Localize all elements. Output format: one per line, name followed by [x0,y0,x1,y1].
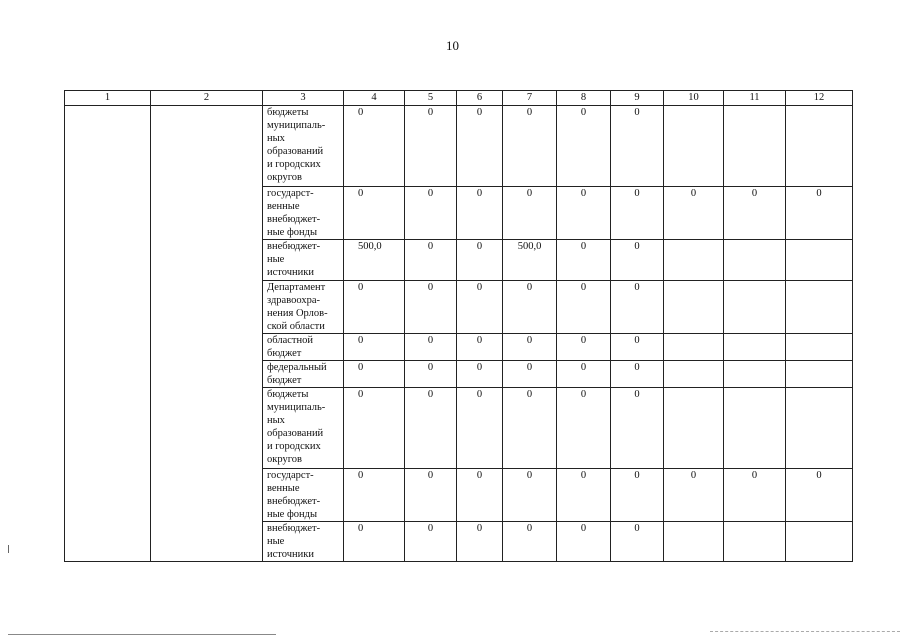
row-label: федеральный бюджет [263,361,344,388]
table-cell: 0 [503,388,557,469]
table-cell: 0 [344,388,405,469]
table-cell: 0 [457,522,503,562]
row-label: внебюджет- ные источники [263,240,344,281]
table-cell: 0 [344,106,405,187]
table-cell: 0 [611,281,664,334]
table-cell [724,240,786,281]
table-cell [786,240,853,281]
table-cell [724,334,786,361]
table-cell: 0 [557,187,611,240]
column-header: 9 [611,91,664,106]
table-cell [724,106,786,187]
table-cell [786,106,853,187]
table-cell: 0 [457,388,503,469]
table-cell [786,281,853,334]
table-cell [786,361,853,388]
table-cell: 0 [611,522,664,562]
table-cell: 0 [457,187,503,240]
table-cell: 0 [344,469,405,522]
column-header: 10 [664,91,724,106]
table-cell [664,388,724,469]
table-cell: 500,0 [344,240,405,281]
table-cell: 0 [457,281,503,334]
footer-rule-right [710,631,900,632]
table-cell: 0 [503,187,557,240]
merged-cell-col1 [65,106,151,562]
table-cell: 0 [457,469,503,522]
row-label: внебюджет- ные источники [263,522,344,562]
column-header: 2 [151,91,263,106]
table-cell: 0 [557,469,611,522]
table-cell: 0 [611,361,664,388]
table-cell: 0 [405,187,457,240]
column-header: 5 [405,91,457,106]
table-cell: 0 [503,522,557,562]
table-cell: 0 [405,469,457,522]
table-cell: 0 [344,281,405,334]
table-cell: 0 [503,469,557,522]
table-cell [724,388,786,469]
margin-mark [8,545,9,553]
column-header: 6 [457,91,503,106]
row-label: областной бюджет [263,334,344,361]
table-cell: 500,0 [503,240,557,281]
table-cell: 0 [503,106,557,187]
table-cell: 0 [664,469,724,522]
table-cell: 0 [611,388,664,469]
merged-cell-col2 [151,106,263,562]
table-cell [664,281,724,334]
table-cell: 0 [503,281,557,334]
table-cell: 0 [557,240,611,281]
table-cell: 0 [503,334,557,361]
table-cell: 0 [405,388,457,469]
table-cell [786,334,853,361]
table-cell: 0 [405,106,457,187]
table-cell: 0 [557,361,611,388]
table-cell: 0 [405,361,457,388]
table-cell: 0 [611,106,664,187]
table-cell: 0 [457,240,503,281]
table-cell [664,334,724,361]
table-cell: 0 [457,106,503,187]
table-cell: 0 [557,281,611,334]
table-cell: 0 [344,361,405,388]
table-header-row [65,91,853,106]
table-cell: 0 [457,361,503,388]
row-label: Департамент здравоохра- нения Орлов- ской области [263,281,344,334]
table-cell [786,522,853,562]
table-cell: 0 [557,106,611,187]
column-header: 11 [724,91,786,106]
table-cell [724,522,786,562]
column-header: 4 [344,91,405,106]
table-cell: 0 [611,187,664,240]
table-cell: 0 [405,334,457,361]
column-header: 12 [786,91,853,106]
table-cell: 0 [557,388,611,469]
table-cell: 0 [611,240,664,281]
table-cell: 0 [405,522,457,562]
table-cell: 0 [344,522,405,562]
table-cell [664,522,724,562]
budget-table [64,90,853,562]
table-cell: 0 [344,334,405,361]
table-cell [664,240,724,281]
table-cell: 0 [724,187,786,240]
column-header: 7 [503,91,557,106]
table-row [65,106,853,187]
table-cell [724,361,786,388]
table-cell: 0 [611,469,664,522]
page-number: 10 [446,38,459,53]
table-cell [664,361,724,388]
footer-rule-left [8,634,276,635]
table-cell: 0 [557,334,611,361]
row-label: бюджеты муниципаль- ных образований и городских округов [263,106,344,187]
table-cell: 0 [611,334,664,361]
row-label: государст- венные внебюджет- ные фонды [263,187,344,240]
table-cell [664,106,724,187]
table-cell: 0 [724,469,786,522]
table-cell [724,281,786,334]
table-cell: 0 [786,469,853,522]
table-cell: 0 [557,522,611,562]
row-label: государст- венные внебюджет- ные фонды [263,469,344,522]
table-cell: 0 [664,187,724,240]
table-cell [786,388,853,469]
row-label: бюджеты муниципаль- ных образований и городских округов [263,388,344,469]
column-header: 8 [557,91,611,106]
table-cell: 0 [503,361,557,388]
table-cell: 0 [457,334,503,361]
table-cell: 0 [786,187,853,240]
table-cell: 0 [405,240,457,281]
table-cell: 0 [405,281,457,334]
table-cell: 0 [344,187,405,240]
column-header: 1 [65,91,151,106]
column-header: 3 [263,91,344,106]
